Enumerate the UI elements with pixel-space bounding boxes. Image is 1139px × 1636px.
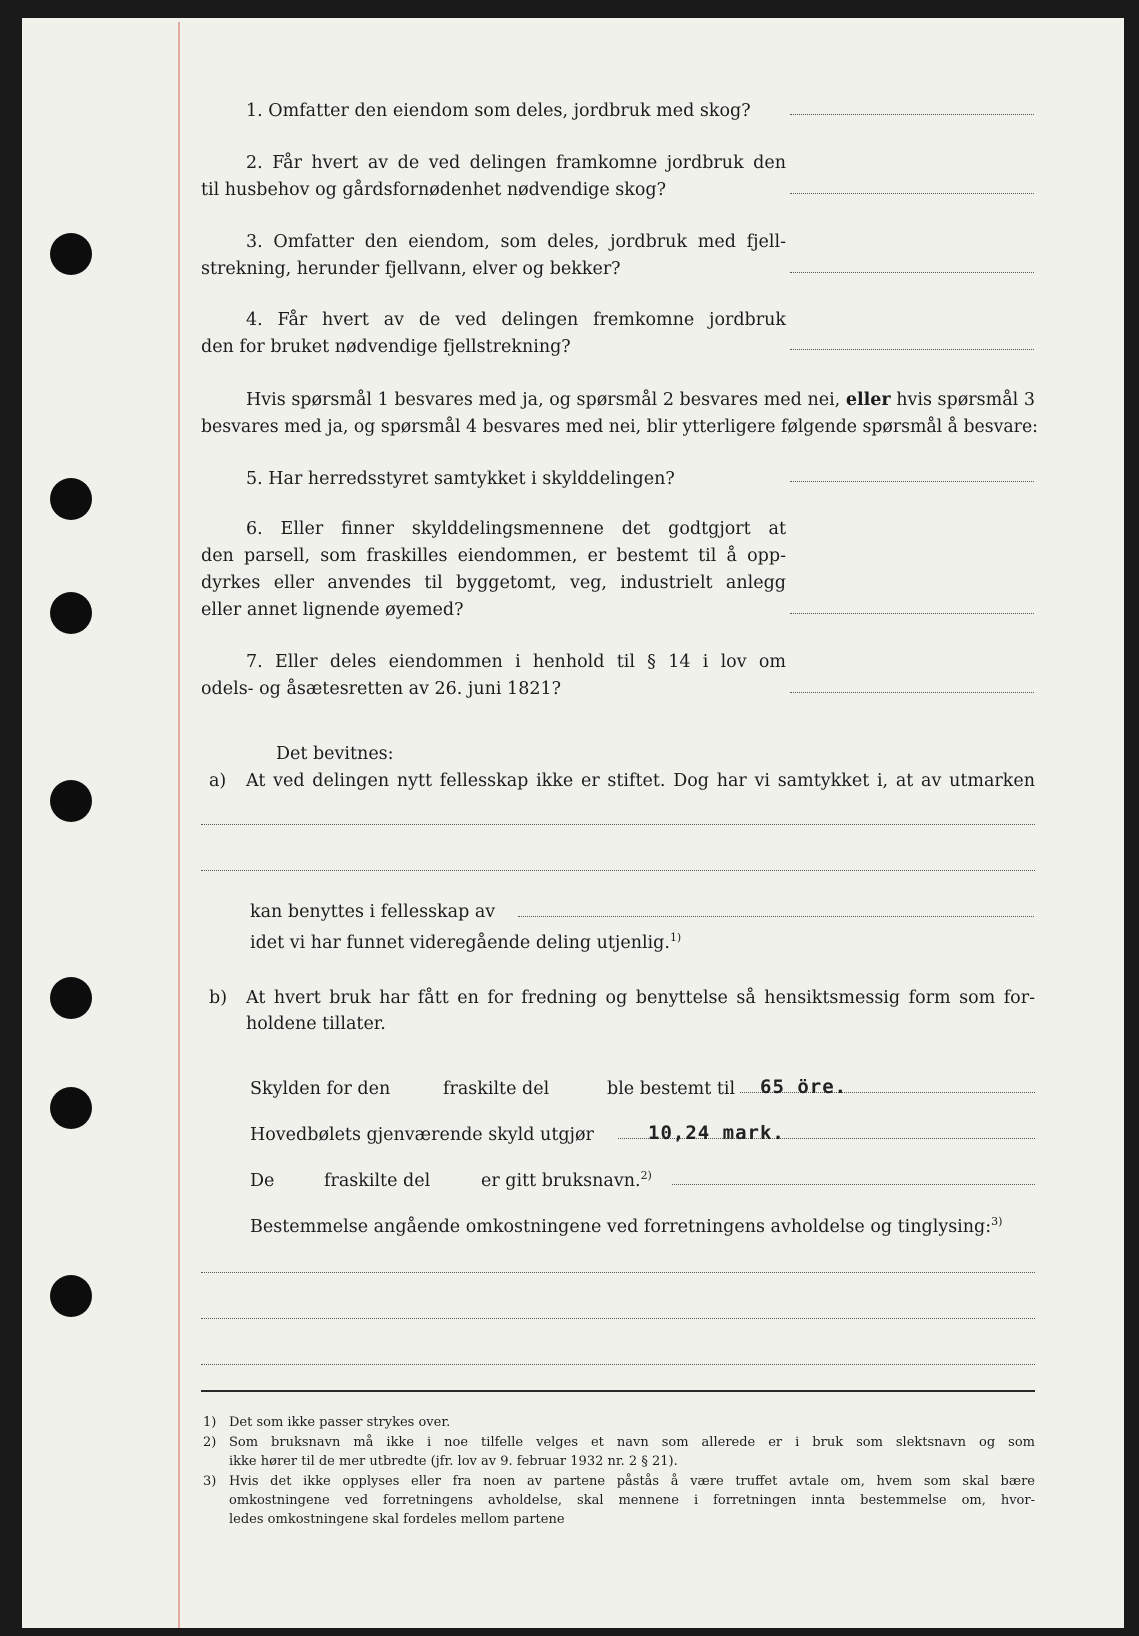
footnote-ref-2: 2) (640, 1169, 652, 1183)
punch-hole (50, 233, 92, 275)
de-mid2-label: er gitt bruksnavn. (481, 1171, 641, 1191)
skyld-label: Skylden for den (250, 1079, 391, 1099)
utmark-field-1[interactable] (201, 824, 1035, 825)
de-label: De (250, 1171, 275, 1191)
footnote-3-mark: 3) (203, 1474, 217, 1489)
instruction-bold: eller (845, 390, 891, 410)
instruction-line1 (246, 389, 1035, 411)
question-7-line1: 7. Eller deles eiendommen i henhold til § 14 i lov om (246, 652, 786, 672)
answer-field-1[interactable] (790, 114, 1034, 115)
question-7-line2: odels- og åsætesretten av 26. juni 1821? (201, 679, 561, 699)
footnote-divider (201, 1390, 1035, 1392)
question-3-line1: 3. Omfatter den eiendom, som deles, jordbruk med fjell- (246, 232, 786, 252)
costs-text (250, 1216, 1002, 1238)
costs-label: Bestemmelse angående omkostningene ved forretningens avholdelse og tinglysing: (250, 1217, 992, 1237)
answer-field-7[interactable] (790, 692, 1034, 693)
question-6-line2: den parsell, som fraskilles eiendommen, er bestemt til å opp- (201, 546, 786, 566)
further-division-label: idet vi har funnet videregående deling utjenlig. (250, 933, 670, 953)
hoved-value: 10,24 mark. (648, 1122, 785, 1144)
punch-hole (50, 780, 92, 822)
answer-field-6[interactable] (790, 613, 1034, 614)
answer-field-5[interactable] (790, 481, 1034, 482)
footnote-3-line1: Hvis det ikke opplyses eller fra noen av partene påstås å være truffet avtale om, hvem som skal bære (229, 1474, 1035, 1489)
punch-hole (50, 1275, 92, 1317)
question-5: 5. Har herredsstyret samtykket i skylddelingen? (246, 469, 675, 489)
footnote-2-line2: ikke hører til de mer utbredte (jfr. lov av 9. februar 1932 nr. 2 § 21). (229, 1454, 678, 1469)
punch-hole (50, 592, 92, 634)
instruction-part2: hvis spørsmål 3 (896, 390, 1035, 410)
answer-field-4[interactable] (790, 349, 1034, 350)
further-division-text (250, 932, 681, 954)
skyld-mid2: ble bestemt til (607, 1079, 736, 1099)
punch-hole (50, 1087, 92, 1129)
question-6-line4: eller annet lignende øyemed? (201, 600, 464, 620)
hoved-label: Hovedbølets gjenværende skyld utgjør (250, 1125, 594, 1145)
answer-field-2[interactable] (790, 193, 1034, 194)
margin-line (178, 22, 180, 1628)
footnote-3-line3: ledes omkostningene skal fordeles mellom partene (229, 1512, 565, 1527)
attest-heading: Det bevitnes: (276, 744, 394, 764)
instruction-part1: Hvis spørsmål 1 besvares med ja, og spørsmål 2 besvares med nei, (246, 390, 841, 410)
footnote-2-mark: 2) (203, 1435, 217, 1450)
footnote-2-line1: Som bruksnavn må ikke i noe tilfelle velges et navn som allerede er i bruk som slektsnavn og som (229, 1435, 1035, 1450)
de-mid: fraskilte del (324, 1171, 431, 1191)
footnote-ref-1: 1) (669, 931, 682, 945)
punch-hole (50, 977, 92, 1019)
question-1: 1. Omfatter den eiendom som deles, jordbruk med skog? (246, 101, 751, 121)
footnote-1: Det som ikke passer strykes over. (229, 1415, 451, 1430)
utmark-field-2[interactable] (201, 870, 1035, 871)
question-4-line2: den for bruket nødvendige fjellstrekning? (201, 337, 571, 357)
skyld-value: 65 öre. (760, 1076, 848, 1098)
attest-a-label: a) (209, 771, 227, 791)
costs-field-1[interactable] (201, 1272, 1035, 1273)
common-use-label: kan benyttes i fellesskap av (250, 902, 496, 922)
costs-field-2[interactable] (201, 1318, 1035, 1319)
question-3-line2: strekning, herunder fjellvann, elver og bekker? (201, 259, 621, 279)
skyld-mid: fraskilte del (443, 1079, 550, 1099)
costs-field-3[interactable] (201, 1364, 1035, 1365)
attest-b-line1: At hvert bruk har fått en for fredning og benyttelse så hensiktsmessig form som for- (246, 988, 1035, 1008)
common-use-field[interactable] (518, 916, 1034, 917)
question-4-line1: 4. Får hvert av de ved delingen fremkomne jordbruk (246, 310, 786, 330)
instruction-line2: besvares med ja, og spørsmål 4 besvares med nei, blir ytterligere følgende spørsmål å besvare: (201, 417, 1038, 437)
footnote-3-line2: omkostningene ved forretningens avholdelse, skal mennene i forretningen innta bestemmelse om, hvor- (229, 1493, 1035, 1508)
de-mid2-text (481, 1170, 652, 1192)
question-6-line3: dyrkes eller anvendes til byggetomt, veg, industrielt anlegg (201, 573, 786, 593)
attest-b-label: b) (209, 988, 228, 1008)
answer-field-3[interactable] (790, 272, 1034, 273)
question-2-line2: til husbehov og gårdsfornødenhet nødvendige skog? (201, 180, 666, 200)
footnote-1-mark: 1) (203, 1415, 217, 1430)
attest-a-text: At ved delingen nytt fellesskap ikke er stiftet. Dog har vi samtykket i, at av utmarken (246, 771, 1035, 791)
punch-hole (50, 478, 92, 520)
attest-b-line2: holdene tillater. (246, 1014, 386, 1034)
question-6-line1: 6. Eller finner skylddelingsmennene det godtgjort at (246, 519, 786, 539)
bruksnavn-field[interactable] (672, 1184, 1035, 1185)
footnote-ref-3: 3) (991, 1215, 1003, 1229)
question-2-line1: 2. Får hvert av de ved delingen framkomne jordbruk den (246, 153, 786, 173)
